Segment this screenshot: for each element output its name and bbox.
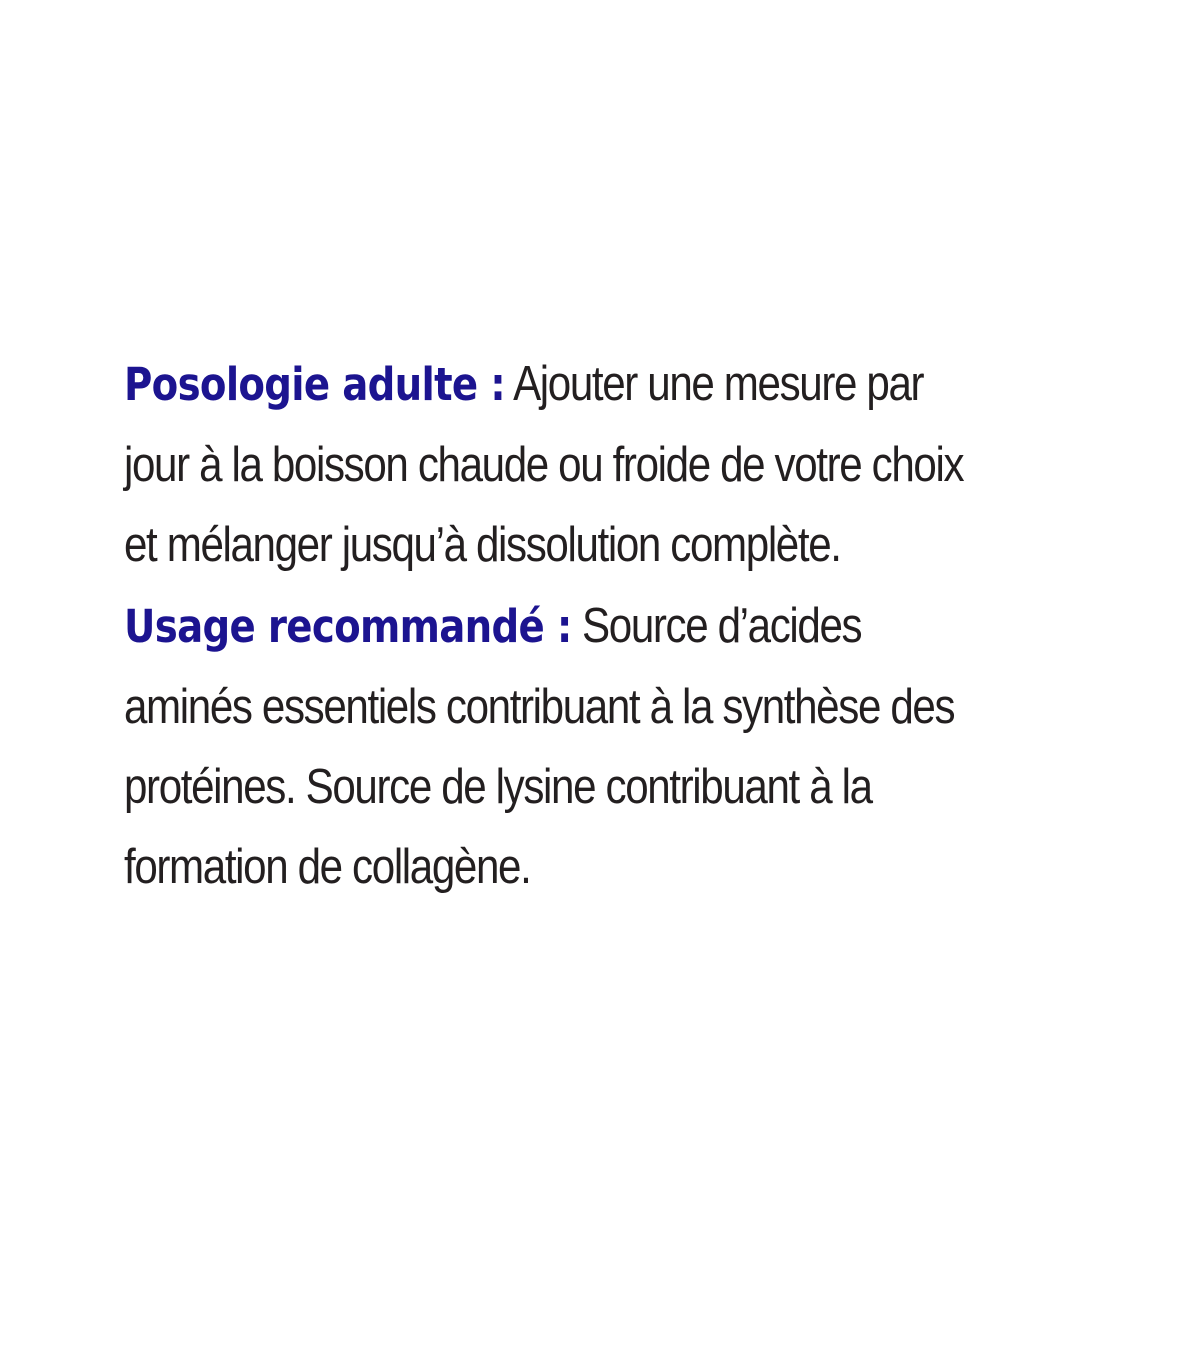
- usage-line-2: aminés essentiels contribuant à la synthèse des: [124, 680, 955, 734]
- usage-label: Usage recommandé :: [124, 600, 572, 653]
- posologie-line-3: et mélanger jusqu’à dissolution complète.: [124, 518, 841, 572]
- usage-line-4: formation de collagène.: [124, 840, 531, 894]
- posologie-paragraph: [124, 344, 1084, 585]
- posologie-text-1: Ajouter une mesure par: [513, 357, 924, 411]
- usage-paragraph: [124, 586, 1084, 907]
- posologie-line-1: [124, 344, 1084, 425]
- usage-line-1: [124, 586, 1084, 667]
- usage-line-3: protéines. Source de lysine contribuant à la: [124, 760, 872, 814]
- usage-text-1: Source d’acides: [582, 599, 862, 653]
- posologie-line-2: jour à la boisson chaude ou froide de votre choix: [124, 438, 964, 492]
- posologie-label: Posologie adulte :: [124, 358, 506, 411]
- product-info-text: [124, 344, 1084, 907]
